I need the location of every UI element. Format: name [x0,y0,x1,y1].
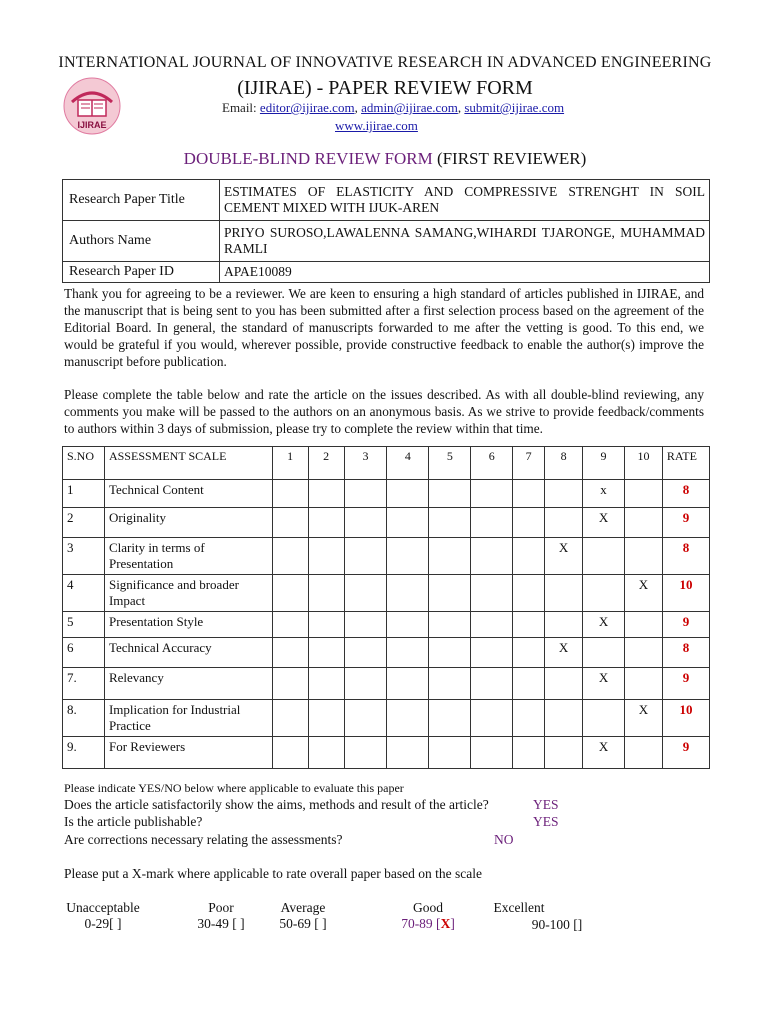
scale-cell-3[interactable] [344,480,387,508]
title-label: Research Paper Title [63,180,220,221]
col-scale-9: 9 [583,447,625,480]
question-publishable: Is the article publishable? [64,814,203,829]
scale-cell-2[interactable] [308,668,344,700]
review-form-title [0,149,770,169]
scale-cell-3[interactable] [344,612,387,638]
scale-cell-4[interactable] [387,508,429,538]
scale-cell-4[interactable] [387,538,429,575]
scale-cell-1[interactable] [272,737,308,769]
scale-cell-6[interactable] [471,638,513,668]
row-sno: 6 [63,638,105,668]
col-scale-6: 6 [471,447,513,480]
paper-info-table [62,179,710,283]
scale-mark-9[interactable]: X [583,668,625,700]
question-corrections: Are corrections necessary relating the assessments? [64,832,343,847]
scale-cell-8[interactable] [545,700,583,737]
good-range: 70-89 [ [401,916,441,931]
scale-cell-2[interactable] [308,480,344,508]
website-link[interactable]: www.ijirae.com [335,118,418,133]
scale-cell-3[interactable] [344,638,387,668]
table-row [63,612,710,638]
scale-cell-7[interactable] [513,480,545,508]
row-rate: 8 [662,480,709,508]
answer-publishable: YES [533,814,559,829]
scale-cell-7[interactable] [513,612,545,638]
scale-cell-5[interactable] [429,638,471,668]
scale-cell-3[interactable] [344,538,387,575]
authors-label: Authors Name [63,221,220,262]
overall-intro: Please put a X-mark where applicable to rate overall paper based on the scale [64,866,482,881]
row-sno: 9. [63,737,105,769]
scale-cell-2[interactable] [308,612,344,638]
scale-excellent-label [488,900,550,916]
scale-mark-9[interactable]: X [583,612,625,638]
row-rate: 8 [662,638,709,668]
paper-id-value: APAE10089 [220,262,710,283]
good-close: ] [450,916,455,931]
scale-good [393,900,463,932]
authors-value: PRIYO SUROSO,LAWALENNA SAMANG,WIHARDI TJARONGE, MUHAMMAD RAMLI [220,221,710,262]
scale-average [268,900,338,932]
scale-cell-7[interactable] [513,638,545,668]
scale-cell-7[interactable] [513,538,545,575]
excellent-range: 90-100 [] [531,917,583,932]
journal-title: INTERNATIONAL JOURNAL OF INNOVATIVE RESEARCH IN ADVANCED ENGINEERING [58,54,712,71]
scale-cell-7[interactable] [513,700,545,737]
scale-mark-9[interactable]: X [583,508,625,538]
website-line [335,118,418,134]
scale-cell-6[interactable] [471,480,513,508]
scale-mark-9[interactable]: X [583,737,625,769]
row-rate: 9 [662,508,709,538]
row-criterion: Significance and broader Impact [104,575,272,612]
scale-cell-6[interactable] [471,700,513,737]
scale-cell-5[interactable] [429,508,471,538]
row-sno: 8. [63,700,105,737]
col-scale-10: 10 [624,447,662,480]
email-admin-link[interactable]: admin@ijirae.com [361,100,458,115]
scale-cell-8[interactable] [545,668,583,700]
table-row [63,538,710,575]
scale-cell-4[interactable] [387,668,429,700]
scale-cell-8[interactable] [545,508,583,538]
row-sno: 2 [63,508,105,538]
scale-cell-5[interactable] [429,668,471,700]
scale-cell-3[interactable] [344,575,387,612]
scale-cell-8[interactable] [545,480,583,508]
row-rate: 10 [662,575,709,612]
unacceptable-range: 0-29[ ] [84,916,122,931]
table-row [63,668,710,700]
scale-cell-9[interactable] [583,700,625,737]
scale-cell-1[interactable] [272,668,308,700]
row-criterion: Technical Accuracy [104,638,272,668]
row-criterion: For Reviewers [104,737,272,769]
yesno-intro: Please indicate YES/NO below where applicable to evaluate this paper [64,781,404,795]
scale-cell-4[interactable] [387,700,429,737]
scale-cell-3[interactable] [344,508,387,538]
table-row [63,700,710,737]
scale-cell-3[interactable] [344,737,387,769]
scale-cell-3[interactable] [344,668,387,700]
row-criterion: Originality [104,508,272,538]
row-criterion: Clarity in terms of Presentation [104,538,272,575]
scale-cell-4[interactable] [387,638,429,668]
col-scale-1: 1 [272,447,308,480]
unacceptable-label: Unacceptable [66,900,140,915]
answer-corrections: NO [494,832,514,847]
scale-cell-1[interactable] [272,538,308,575]
scale-excellent-range [525,917,589,933]
poor-label: Poor [208,900,234,915]
scale-unacceptable [62,900,144,932]
col-scale-4: 4 [387,447,429,480]
paper-id-label: Research Paper ID [63,262,220,283]
scale-cell-2[interactable] [308,538,344,575]
row-rate: 9 [662,612,709,638]
scale-cell-6[interactable] [471,668,513,700]
scale-cell-1[interactable] [272,638,308,668]
col-sno: S.NO [63,447,105,480]
col-rate: RATE [662,447,709,480]
scale-cell-5[interactable] [429,538,471,575]
row-sno: 4 [63,575,105,612]
row-criterion: Technical Content [104,480,272,508]
good-mark: X [440,916,451,931]
scale-cell-2[interactable] [308,575,344,612]
excellent-label: Excellent [493,900,545,915]
good-range-line [393,916,463,932]
scale-mark-9[interactable]: x [583,480,625,508]
scale-cell-6[interactable] [471,612,513,638]
title-value: ESTIMATES OF ELASTICITY AND COMPRESSIVE STRENGHT IN SOIL CEMENT MIXED WITH IJUK-AREN [220,180,710,221]
table-header-row [63,447,710,480]
row-sno: 7. [63,668,105,700]
scale-cell-1[interactable] [272,700,308,737]
col-scale-2: 2 [308,447,344,480]
scale-poor [186,900,256,932]
scale-cell-4[interactable] [387,737,429,769]
scale-cell-7[interactable] [513,668,545,700]
email-submit-link[interactable]: submit@ijirae.com [464,100,565,115]
col-assessment-scale: ASSESSMENT SCALE [104,447,272,480]
scale-cell-1[interactable] [272,480,308,508]
average-range: 50-69 [ ] [279,916,327,931]
svg-text:IJIRAE: IJIRAE [77,120,107,130]
scale-cell-6[interactable] [471,508,513,538]
poor-range: 30-49 [ ] [197,916,245,931]
row-rate: 10 [662,700,709,737]
row-rate: 8 [662,538,709,575]
scale-mark-10[interactable]: X [624,575,662,612]
row-sno: 5 [63,612,105,638]
scale-cell-3[interactable] [344,700,387,737]
scale-cell-8[interactable] [545,737,583,769]
scale-cell-2[interactable] [308,737,344,769]
scale-cell-9[interactable] [583,638,625,668]
row-criterion: Implication for Industrial Practice [104,700,272,737]
col-scale-8: 8 [545,447,583,480]
row-sno: 3 [63,538,105,575]
scale-cell-7[interactable] [513,575,545,612]
scale-cell-5[interactable] [429,575,471,612]
row-criterion: Relevancy [104,668,272,700]
col-scale-5: 5 [429,447,471,480]
review-subtitle: (FIRST REVIEWER) [436,149,587,168]
scale-cell-10[interactable] [624,612,662,638]
intro-paragraph: Thank you for agreeing to be a reviewer. We are keen to ensuring a high standard of articles published in IJIRAE, and the manuscript that is being sent to you has been submitted after a first selection process based on the agreement of the Editorial Board. In general, the standard of manuscripts forwarded to me after the vetting is good. To this end, we would be grateful if you would, wherever possible, provide constructive feedback to enable the author(s) improve the manuscript before publication. [64,286,704,369]
scale-cell-4[interactable] [387,575,429,612]
scale-cell-10[interactable] [624,668,662,700]
table-row [63,575,710,612]
scale-cell-1[interactable] [272,612,308,638]
assessment-table [62,446,710,769]
scale-cell-2[interactable] [308,700,344,737]
row-sno: 1 [63,480,105,508]
scale-cell-9[interactable] [583,575,625,612]
form-title: (IJIRAE) - PAPER REVIEW FORM [237,77,533,99]
col-scale-7: 7 [513,447,545,480]
scale-cell-4[interactable] [387,612,429,638]
scale-cell-5[interactable] [429,737,471,769]
scale-cell-6[interactable] [471,575,513,612]
answer-aims: YES [533,797,559,812]
average-label: Average [280,900,326,915]
scale-cell-5[interactable] [429,612,471,638]
scale-cell-4[interactable] [387,480,429,508]
question-aims: Does the article satisfactorily show the aims, methods and result of the article? [64,797,489,812]
scale-cell-10[interactable] [624,480,662,508]
scale-mark-8[interactable]: X [545,538,583,575]
scale-cell-6[interactable] [471,538,513,575]
scale-cell-10[interactable] [624,508,662,538]
scale-cell-5[interactable] [429,700,471,737]
scale-cell-5[interactable] [429,480,471,508]
email-editor-link[interactable]: editor@ijirae.com [259,100,355,115]
scale-cell-10[interactable] [624,638,662,668]
scale-cell-2[interactable] [308,638,344,668]
scale-cell-6[interactable] [471,737,513,769]
review-title: DOUBLE-BLIND REVIEW FORM [183,149,433,168]
scale-cell-9[interactable] [583,538,625,575]
instructions-paragraph: Please complete the table below and rate the article on the issues described. As with all double-blind reviewing, any comments you make will be passed to the authors on an anonymous basis. As we strive to provide feedback/comments to authors within 3 days of submission, please try to complete the review within that time. [64,387,704,436]
scale-cell-7[interactable] [513,508,545,538]
scale-cell-10[interactable] [624,737,662,769]
scale-cell-10[interactable] [624,538,662,575]
table-row [63,638,710,668]
good-label: Good [413,900,443,915]
table-row [63,508,710,538]
email-line: Email: editor@ijirae.com, admin@ijirae.com, submit@ijirae.com [222,100,565,115]
row-rate: 9 [662,668,709,700]
scale-cell-1[interactable] [272,575,308,612]
col-scale-3: 3 [344,447,387,480]
scale-cell-7[interactable] [513,737,545,769]
table-row [63,737,710,769]
row-criterion: Presentation Style [104,612,272,638]
scale-cell-1[interactable] [272,508,308,538]
scale-cell-2[interactable] [308,508,344,538]
table-row [63,480,710,508]
scale-cell-8[interactable] [545,575,583,612]
scale-cell-8[interactable] [545,612,583,638]
scale-mark-8[interactable]: X [545,638,583,668]
email-label: Email: [222,100,260,115]
row-rate: 9 [662,737,709,769]
scale-mark-10[interactable]: X [624,700,662,737]
